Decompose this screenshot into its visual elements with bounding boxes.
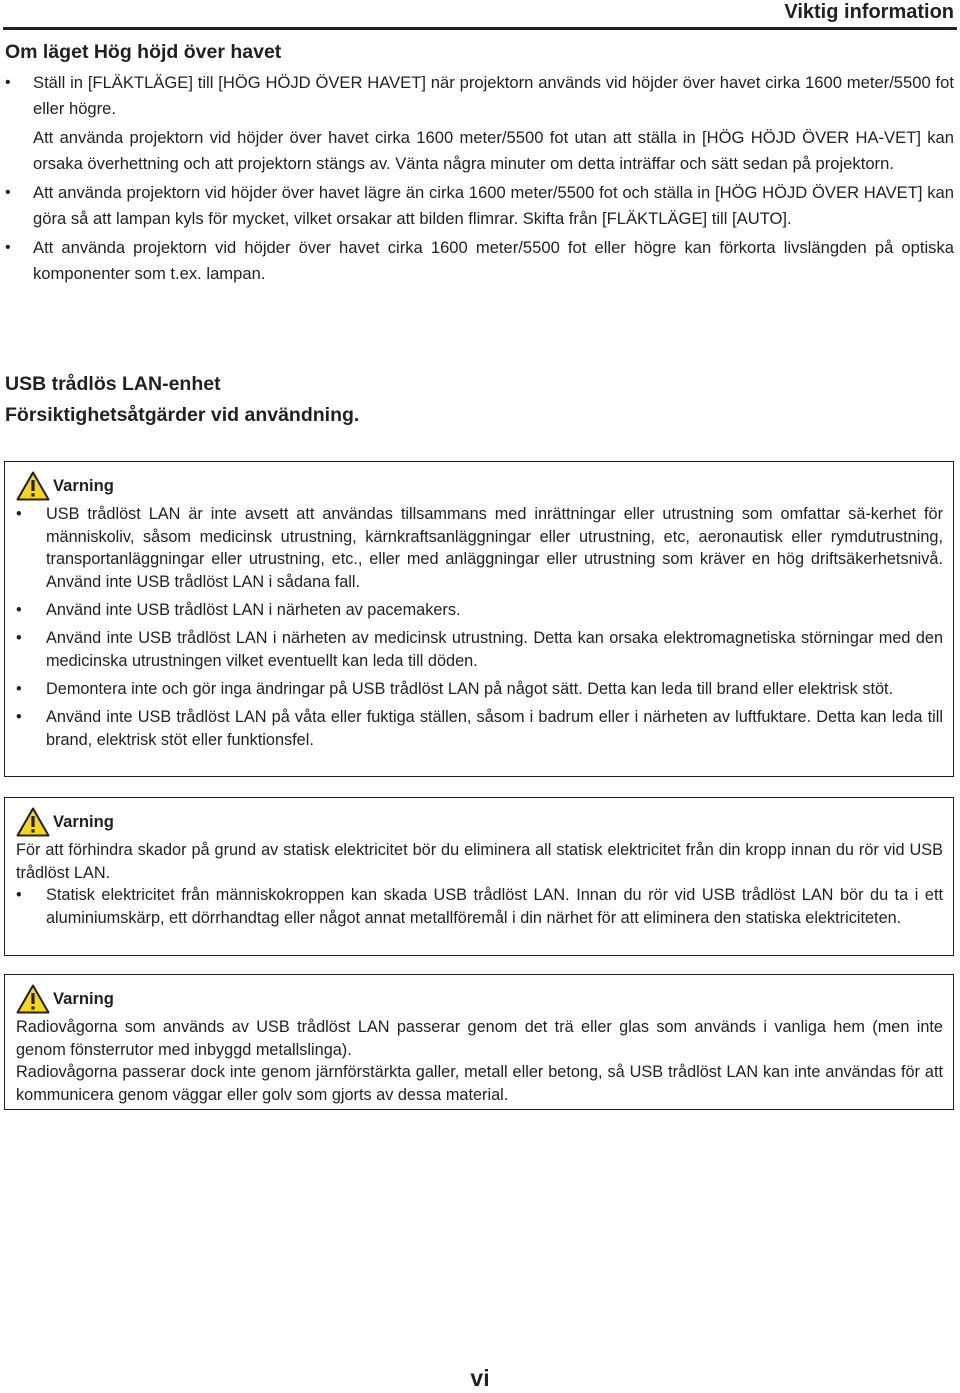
- altitude-bullet-list: [0, 70, 960, 286]
- warning-box: [4, 797, 954, 956]
- warning-paragraph: Radiovågorna som används av USB trådlöst LAN passerar genom det trä eller glas som används i vanliga hem (men inte genom fönsterrutor med inbyggd metallslinga).: [16, 1018, 943, 1059]
- list-item: [0, 235, 960, 286]
- warning-label: Varning: [53, 476, 114, 495]
- list-item: [0, 180, 960, 231]
- warning-label: Varning: [53, 989, 114, 1008]
- altitude-section-title: Om läget Hög höjd över havet: [5, 41, 282, 63]
- list-item-text: Demontera inte och gör inga ändringar på USB trådlöst LAN på något sätt. Detta kan leda till brand eller elektrisk stöt.: [46, 679, 894, 698]
- warning-box: [4, 974, 954, 1110]
- list-item: [0, 70, 960, 121]
- list-item-text: Att använda projektorn vid höjder över havet cirka 1600 meter/5500 fot eller högre kan förkorta livslängden på optiska komponenter som t.ex. lampan.: [33, 238, 954, 283]
- list-item: [16, 678, 943, 701]
- list-item: [16, 599, 943, 622]
- warning-header: [16, 984, 114, 1014]
- usb-section-subtitle: Försiktighetsåtgärder vid användning.: [5, 404, 360, 426]
- warning-triangle-icon: [16, 984, 50, 1014]
- list-item-text: Att använda projektorn vid höjder över havet lägre än cirka 1600 meter/5500 fot och ställa in [HÖG HÖJD ÖVER HAVET] kan göra så att lampan kyls för mycket, vilket orsakar att bilden flimrar. Skifta från [FLÄKTLÄGE] till [AUTO].: [33, 183, 954, 228]
- bullet-marker: •: [16, 505, 22, 523]
- bullet-marker: •: [16, 600, 22, 619]
- list-item-text: Använd inte USB trådlöst LAN på våta eller fuktiga ställen, såsom i badrum eller i närheten av luftfuktare. Detta kan leda till brand, elektrisk stöt eller funktionsfel.: [46, 708, 943, 749]
- bullet-marker: •: [16, 629, 22, 648]
- list-item: [16, 627, 943, 672]
- warning-header: [16, 471, 114, 501]
- warning-label: Varning: [53, 812, 114, 831]
- list-item-text: Att använda projektorn vid höjder över havet cirka 1600 meter/5500 fot utan att ställa in [HÖG HÖJD ÖVER HA-VET] kan orsaka överhettning och att projektorn stängs av. Vänta några minuter om detta inträffar och sätt sedan på projektorn.: [33, 128, 954, 173]
- warning-header: [16, 807, 114, 837]
- usb-section-title: USB trådlös LAN-enhet: [5, 373, 221, 395]
- page-number: vi: [470, 1365, 490, 1391]
- header-rule: [3, 27, 957, 30]
- bullet-marker: •: [16, 679, 22, 698]
- list-item: [16, 503, 943, 593]
- bullet-marker: •: [16, 708, 22, 727]
- list-item-text: Statisk elektricitet från människokroppen kan skada USB trådlöst LAN. Innan du rör vid USB trådlöst LAN bör du ta i ett aluminiumskärp, ett dörrhandtag eller något annat metallföremål i din närhet för att eliminera den statiska elektriciteten.: [46, 886, 943, 927]
- list-item: [16, 884, 943, 929]
- list-item-text: Använd inte USB trådlöst LAN i närheten av pacemakers.: [46, 600, 461, 619]
- list-item: [0, 125, 960, 176]
- bullet-marker: •: [5, 239, 11, 256]
- bullet-marker: •: [5, 184, 11, 201]
- list-item-text: Använd inte USB trådlöst LAN i närheten av medicinsk utrustning. Detta kan orsaka elektromagnetiska störningar med den medicinska utrustningen vilket eventuellt kan leda till döden.: [46, 629, 943, 670]
- warning-box: [4, 461, 954, 777]
- warning-bullet-list: [16, 884, 943, 929]
- list-item: [16, 706, 943, 751]
- warning-triangle-icon: [16, 807, 50, 837]
- page-header-title: Viktig information: [784, 1, 954, 23]
- warning-triangle-icon: [16, 471, 50, 501]
- bullet-marker: •: [16, 886, 22, 905]
- warning-paragraph: Radiovågorna passerar dock inte genom järnförstärkta galler, metall eller betong, så USB trådlöst LAN kan inte användas för att kommunicera genom väggar eller golv som gjorts av dessa material.: [16, 1063, 943, 1104]
- bullet-marker: •: [5, 74, 11, 91]
- list-item-text: USB trådlöst LAN är inte avsett att användas tillsammans med inrättningar eller utrustning som omfattar sä-kerhet för människoliv, såsom medicinsk utrustning, kärnkraftsanläggningar eller utrustning, etc, aeronautisk eller rymdutrustning, transportanläggningar eller utrustning, etc., eller med anläggningar eller utrustning som kräver en hög driftsäkerhetsnivå. Använd inte USB trådlöst LAN i sådana fall.: [46, 505, 943, 591]
- warning-intro-text: För att förhindra skador på grund av statisk elektricitet bör du eliminera all statisk elektricitet från din kropp innan du rör vid USB trådlöst LAN.: [16, 841, 943, 882]
- list-item-text: Ställ in [FLÄKTLÄGE] till [HÖG HÖJD ÖVER HAVET] när projektorn används vid höjder över havet cirka 1600 meter/5500 fot eller högre.: [33, 73, 954, 118]
- warning-bullet-list: [16, 503, 943, 751]
